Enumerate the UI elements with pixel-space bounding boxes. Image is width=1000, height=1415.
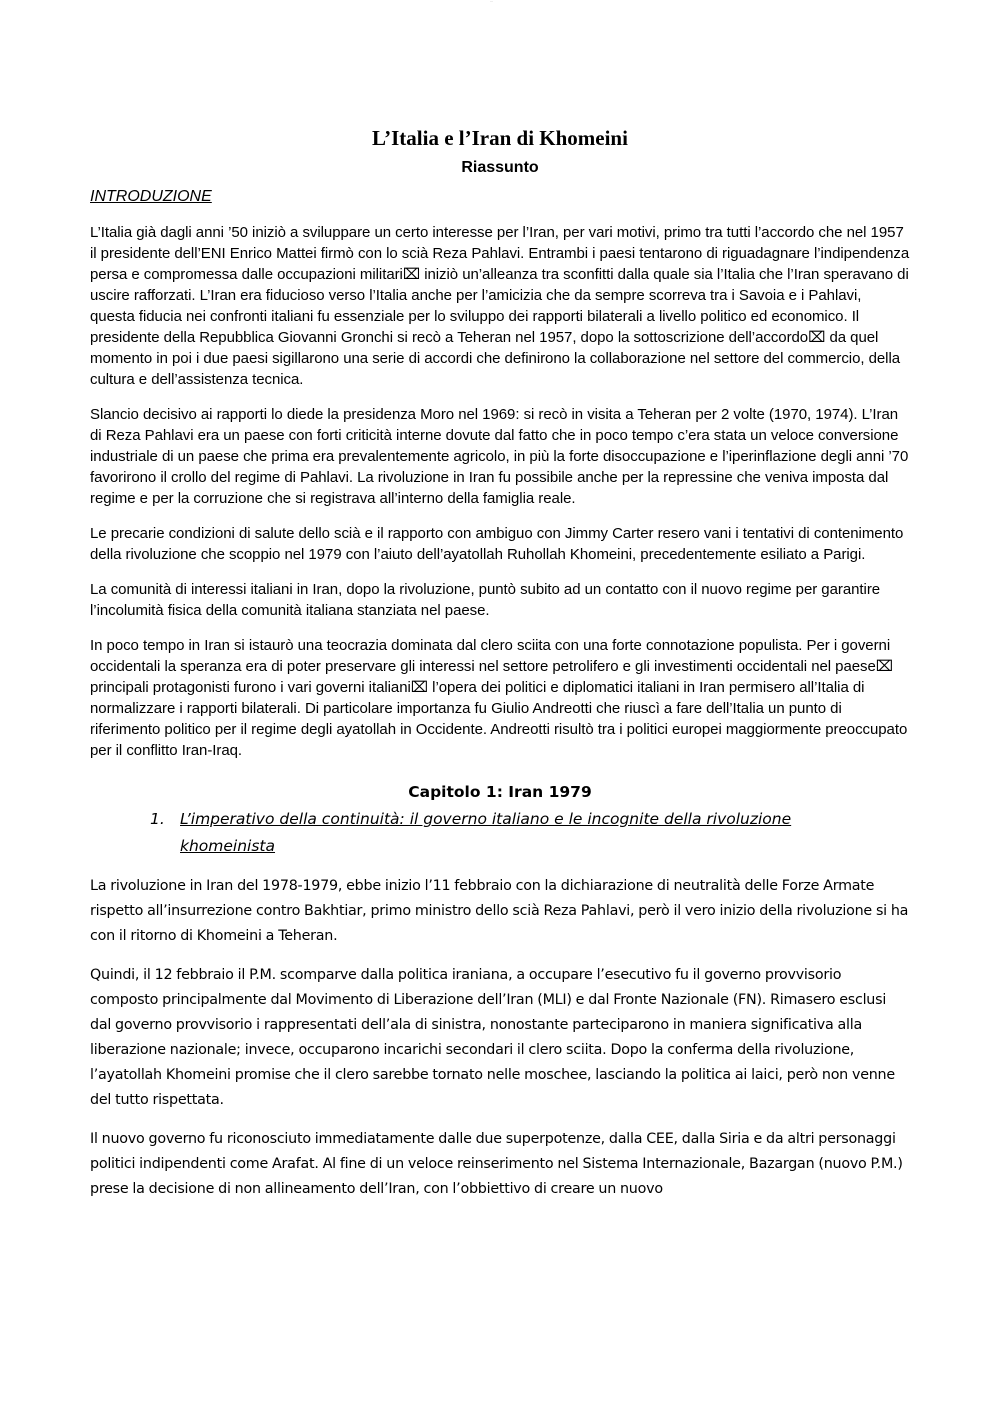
document-subtitle: Riassunto — [461, 159, 539, 176]
intro-heading: INTRODUZIONE — [90, 188, 212, 205]
header-mark: ⋯ — [490, 0, 493, 3]
intro-paragraph: Slancio decisivo ai rapporti lo diede la presidenza Moro nel 1969: si recò in visita a Teheran per 2 volte (1970, 1974). L’Iran di Reza Pahlavi era un paese con forti criticità interne dovute dal fatto che in poco tempo c’era stata un veloce conversione industriale di un paese che prima era prevalentemente agricolo, in più la forte disoccupazione e l’iperinflazione degli anni ’70 favorirono il crollo del regime di Pahlavi. La rivoluzione in Iran fu possibile anche per la repressine che veniva imposta dal regime e per la corruzione che si registrava all’interno della famiglia reale. — [90, 406, 909, 507]
intro-paragraph: Le precarie condizioni di salute dello scià e il rapporto con ambiguo con Jimmy Carter resero vani i tentativi di contenimento della rivoluzione che scoppio nel 1979 con l’aiuto dell’ayatollah Ruhollah Khomeini, precedentemente esiliato a Parigi. — [90, 525, 904, 563]
chapter-heading: Capitolo 1: Iran 1979 — [408, 783, 592, 801]
chapter-paragraph: La rivoluzione in Iran del 1978-1979, ebbe inizio l’11 febbraio con la dichiarazione di neutralità delle Forze Armate rispetto all’insurrezione contro Bakhtiar, primo ministro dello scià Reza Pahlavi, però il vero inizio della rivoluzione si ha con il ritorno di Khomeini a Teheran. — [90, 878, 909, 944]
section-title: L’imperativo della continuità: il governo italiano e le incognite della rivoluzione khomeinista — [180, 810, 792, 855]
chapter-paragraph: Quindi, il 12 febbraio il P.M. scomparve dalla politica iraniana, a occupare l’esecutivo fu il governo provvisorio composto principalmente dal Movimento di Liberazione dell’Iran (MLI) e dal Fronte Nazionale (FN). Rimasero esclusi dal governo provvisorio i rappresentati dell’ala di sinistra, nonostante parteciparono in maniera significativa alla liberazione nazionale; invece, occuparono incarichi secondari il clero sciita. Dopo la conferma della rivoluzione, l’ayatollah Khomeini promise che il clero sarebbe tornato nelle moschee, lasciando la politica ai laici, però non venne del tutto rispettata. — [90, 967, 895, 1108]
section-number: 1. — [150, 810, 165, 828]
section-heading — [150, 806, 910, 860]
document-content — [90, 125, 910, 1202]
chapter-paragraph: Il nuovo governo fu riconosciuto immediatamente dalle due superpotenze, dalla CEE, dalla Siria e da altri personaggi politici indipendenti come Arafat. Al fine di un veloce reinserimento nel Sistema Internazionale, Bazargan (nuovo P.M.) prese la decisione di non allineamento dell’Iran, con l’obbiettivo di creare un nuovo — [90, 1131, 903, 1197]
intro-paragraph: In poco tempo in Iran si istaurò una teocrazia dominata dal clero sciita con una forte connotazione populista. Per i governi occidentali la speranza era di poter preservare gli interessi nel settore petrolifero e gli investimenti occidentali nel paese⌧ principali protagonisti furono i vari governi italiani⌧ l’opera dei politici e diplomatici italiani in Iran permisero all’Italia di normalizzare i rapporti bilaterali. Di particolare importanza fu Giulio Andreotti che riuscì a fare dell’Italia un punto di riferimento politico per il regime degli ayatollah in Occidente. Andreotti risultò tra i politici europei maggiormente preoccupato per il conflitto Iran-Iraq. — [90, 637, 908, 759]
intro-paragraph: La comunità di interessi italiani in Iran, dopo la rivoluzione, puntò subito ad un contatto con il nuovo regime per garantire l’incolumità fisica della comunità italiana stanziata nel paese. — [90, 581, 881, 619]
intro-paragraph: L’Italia già dagli anni ’50 iniziò a sviluppare un certo interesse per l’Iran, per vari motivi, primo tra tutti l’accordo che nel 1957 il presidente dell’ENI Enrico Mattei firmò con lo scià Reza Pahlavi. Entrambi i paesi tentarono di riguadagnare l’indipendenza persa e compromessa dalle occupazioni militari⌧ iniziò un’alleanza tra sconfitti dalla quale sia l’Italia che l’Iran speravano di uscire rafforzati. L’Iran era fiducioso verso l’Italia anche per l’amicizia che da sempre scorreva tra i Savoia e i Pahlavi, questa fiducia nei confronti italiani fu essenziale per lo sviluppo dei rapporti bilaterali a livello politico ed economico. Il presidente della Repubblica Giovanni Gronchi si recò a Teheran nel 1957, dopo la sottoscrizione dell’accordo⌧ da quel momento in poi i due paesi sigillarono una serie di accordi che definirono la collaborazione nel settore del commercio, della cultura e dell’assistenza tecnica. — [90, 224, 910, 388]
document-title: L’Italia e l’Iran di Khomeini — [372, 126, 628, 150]
